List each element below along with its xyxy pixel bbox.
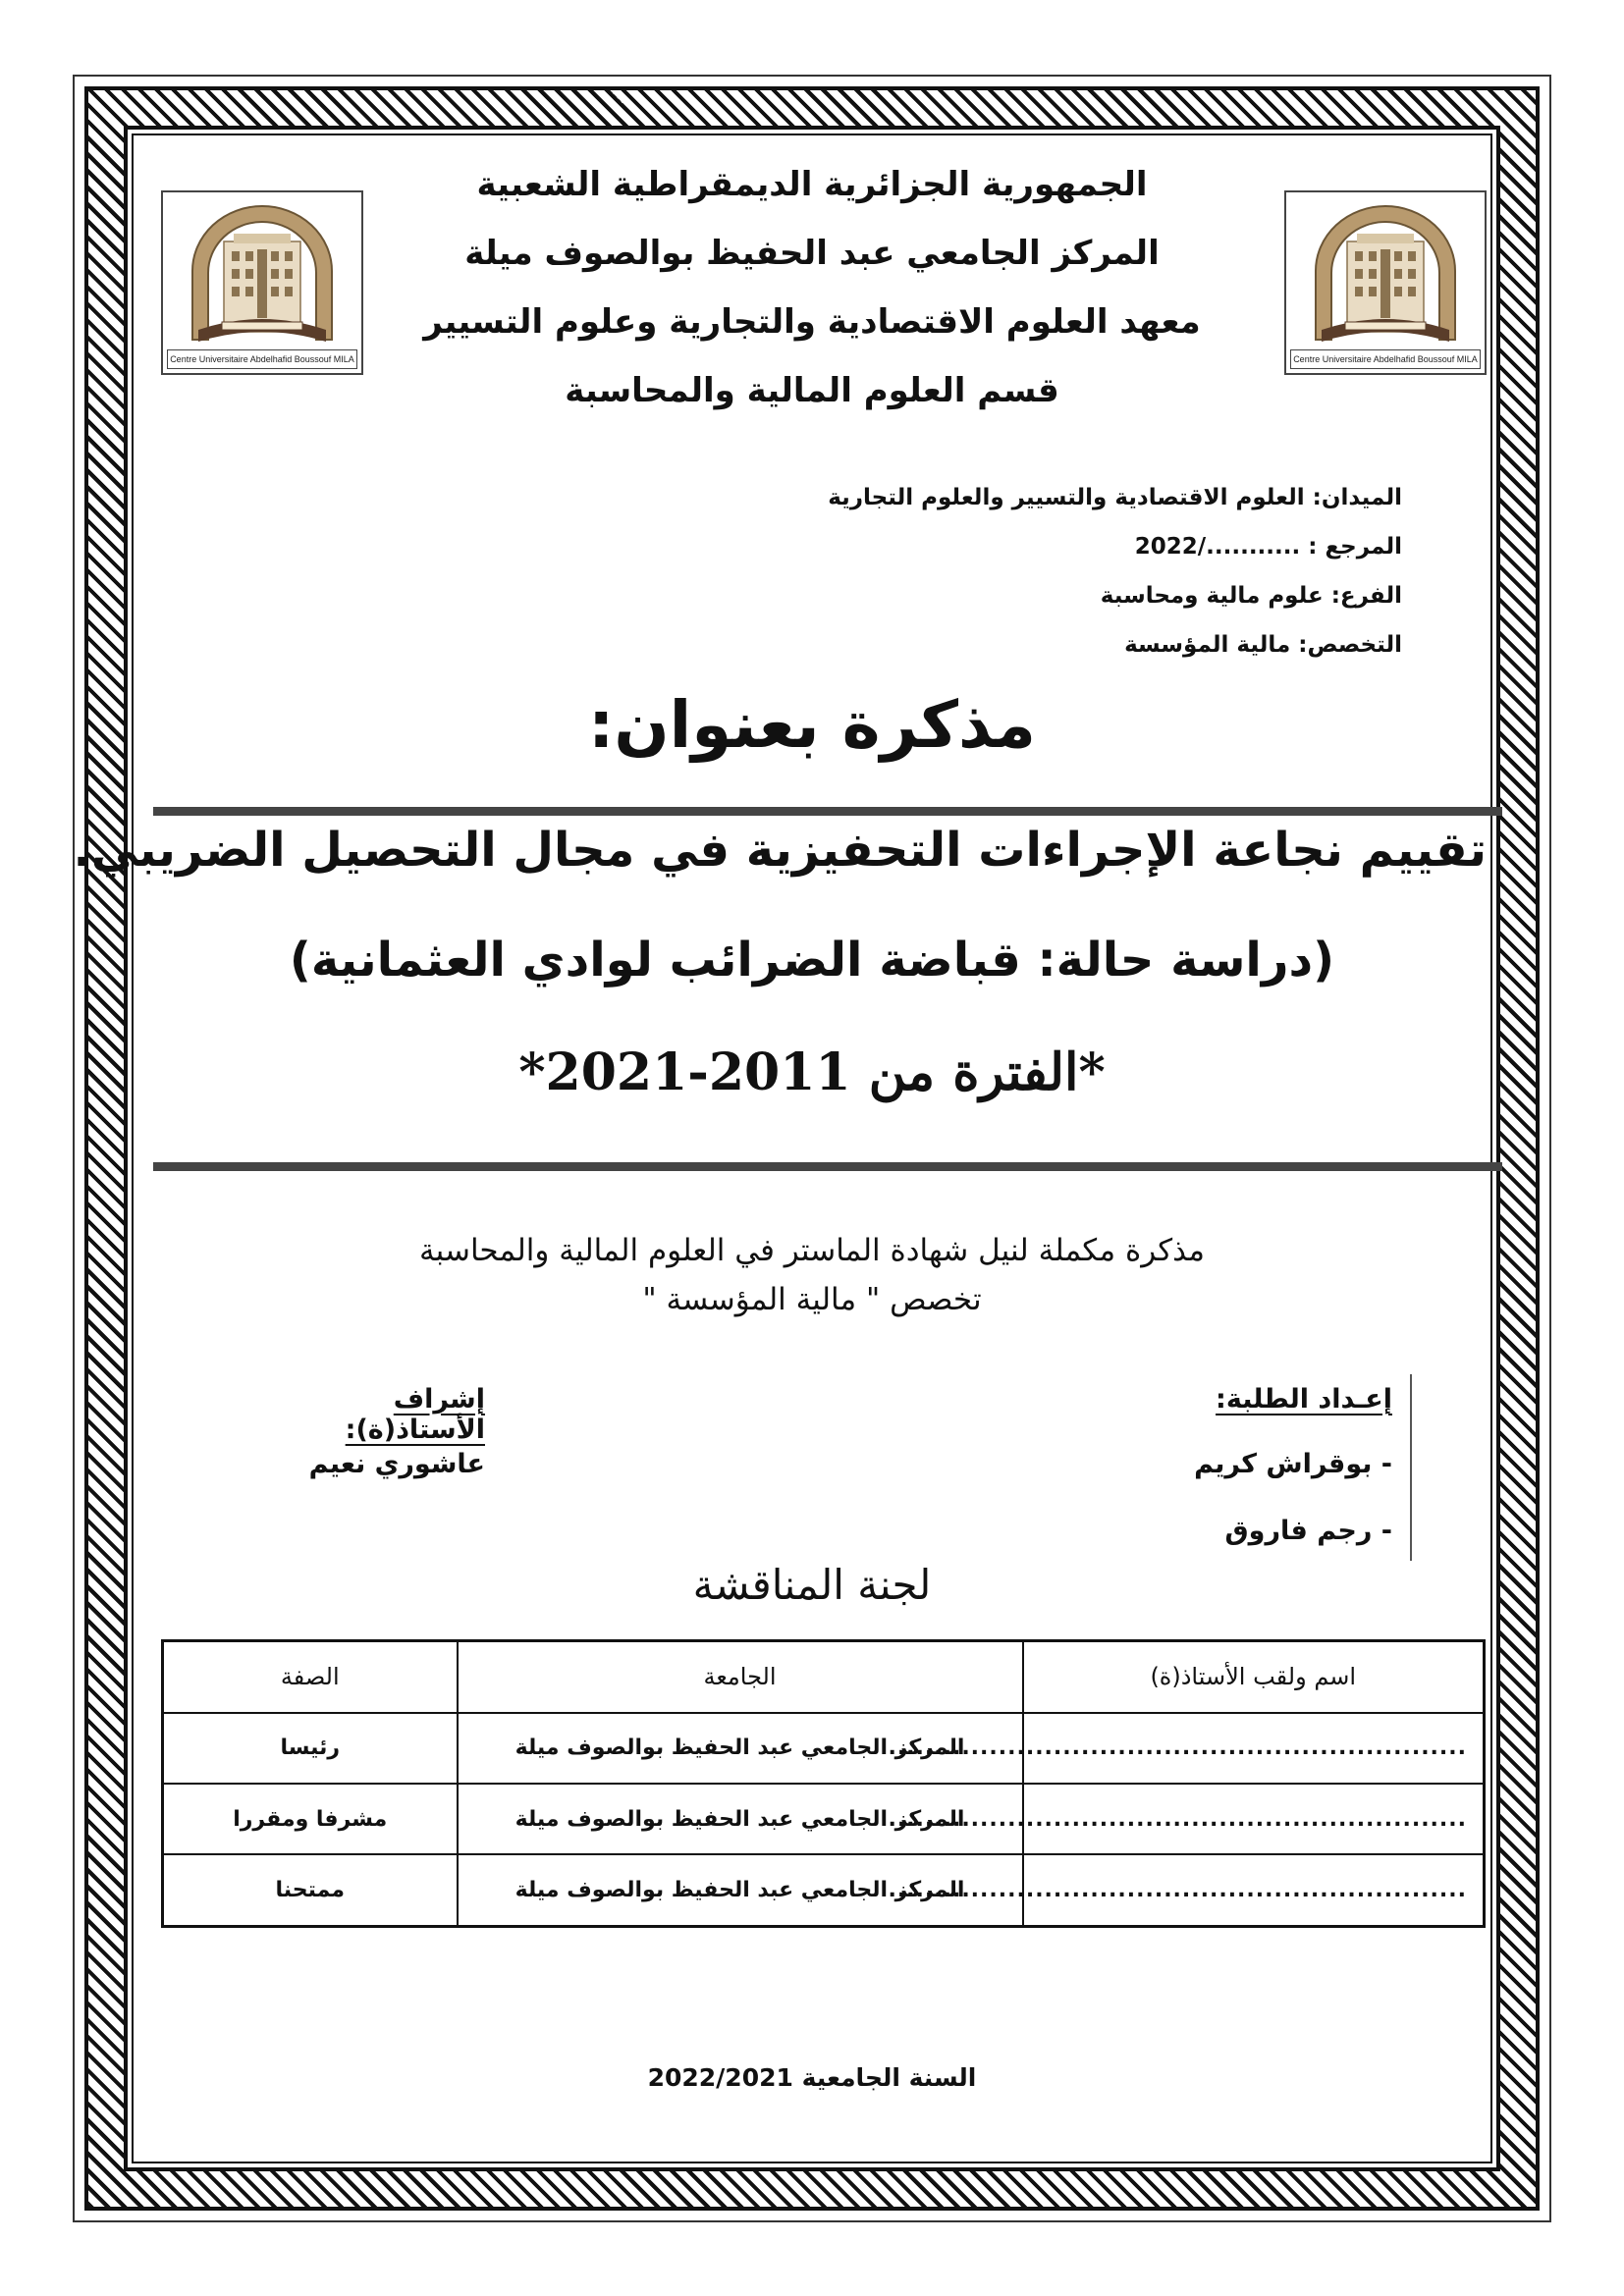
university-name: المركز الجامعي عبد الحفيظ بوالصوف ميلة [464, 234, 1160, 273]
study-period: *الفترة من 2011-2021* [518, 1042, 1106, 1102]
university-cell: المركز الجامعي عبد الحفيظ بوالصوف ميلة [458, 1854, 1023, 1926]
role-cell: ممتحنا [163, 1854, 458, 1926]
department-name: قسم العلوم المالية والمحاسبة [565, 371, 1059, 410]
thesis-heading: مذكرة بعنوان: [587, 687, 1037, 763]
university-building-icon [1286, 192, 1485, 349]
header-professor-name: اسم ولقب الأستاذ(ة) [1023, 1641, 1485, 1713]
professor-name-cell: ............................................................... [1023, 1784, 1485, 1854]
institute-name: معهد العلوم الاقتصادية والتجارية وعلوم التسيير [423, 302, 1201, 342]
students-side-bar [1410, 1374, 1412, 1561]
student-name-2: - رجم فاروق [1224, 1516, 1392, 1546]
case-study: (دراسة حالة: قباضة الضرائب لوادي العثمانية) [289, 933, 1335, 988]
committee-table [161, 1639, 1486, 1928]
students-label: إعـداد الطلبة: [1216, 1384, 1392, 1415]
branch-line: الفرع: علوم مالية ومحاسبة [1100, 583, 1402, 609]
reference-line: المرجع : .........../2022 [1134, 534, 1402, 560]
role-cell: مشرفا ومقررا [163, 1784, 458, 1854]
header-role: الصفة [163, 1641, 458, 1713]
committee-title: لجنة المناقشة [692, 1561, 932, 1609]
table-header-row [163, 1641, 1485, 1713]
republic-name: الجمهورية الجزائرية الديمقراطية الشعبية [476, 165, 1148, 204]
header-university: الجامعة [458, 1641, 1023, 1713]
university-building-icon [163, 192, 361, 349]
thesis-title: تقييم نجاعة الإجراءات التحفيزية في مجال التحصيل الضريبي. [73, 823, 1487, 878]
field-line: الميدان: العلوم الاقتصادية والتسيير والعلوم التجارية [828, 485, 1402, 510]
supervisor-name: عاشوري نعيم [308, 1449, 485, 1479]
university-logo-left [161, 190, 363, 375]
table-row [163, 1854, 1485, 1926]
title-top-rule [153, 807, 1502, 816]
university-logo-right [1284, 190, 1487, 375]
professor-name-cell: ............................................................... [1023, 1713, 1485, 1784]
logo-caption: Centre Universitaire Abdelhafid Boussouf MILA [167, 349, 357, 369]
specialty-line: التخصص: مالية المؤسسة [1124, 632, 1402, 658]
supervisor-label: إشراف الأستاذ(ة): [345, 1384, 485, 1445]
table-row [163, 1784, 1485, 1854]
title-bottom-rule [153, 1162, 1502, 1171]
table-row [163, 1713, 1485, 1784]
logo-caption: Centre Universitaire Abdelhafid Boussouf MILA [1290, 349, 1481, 369]
university-cell: المركز الجامعي عبد الحفيظ بوالصوف ميلة [458, 1784, 1023, 1854]
university-cell: المركز الجامعي عبد الحفيظ بوالصوف ميلة [458, 1713, 1023, 1784]
degree-specialty: تخصص " مالية المؤسسة " [642, 1282, 982, 1317]
student-name-1: - بوقراش كريم [1194, 1449, 1392, 1479]
professor-name-cell: ............................................................... [1023, 1854, 1485, 1926]
degree-statement: مذكرة مكملة لنيل شهادة الماستر في العلوم المالية والمحاسبة [419, 1233, 1205, 1268]
academic-year: السنة الجامعية 2022/2021 [647, 2063, 977, 2092]
role-cell: رئيسا [163, 1713, 458, 1784]
